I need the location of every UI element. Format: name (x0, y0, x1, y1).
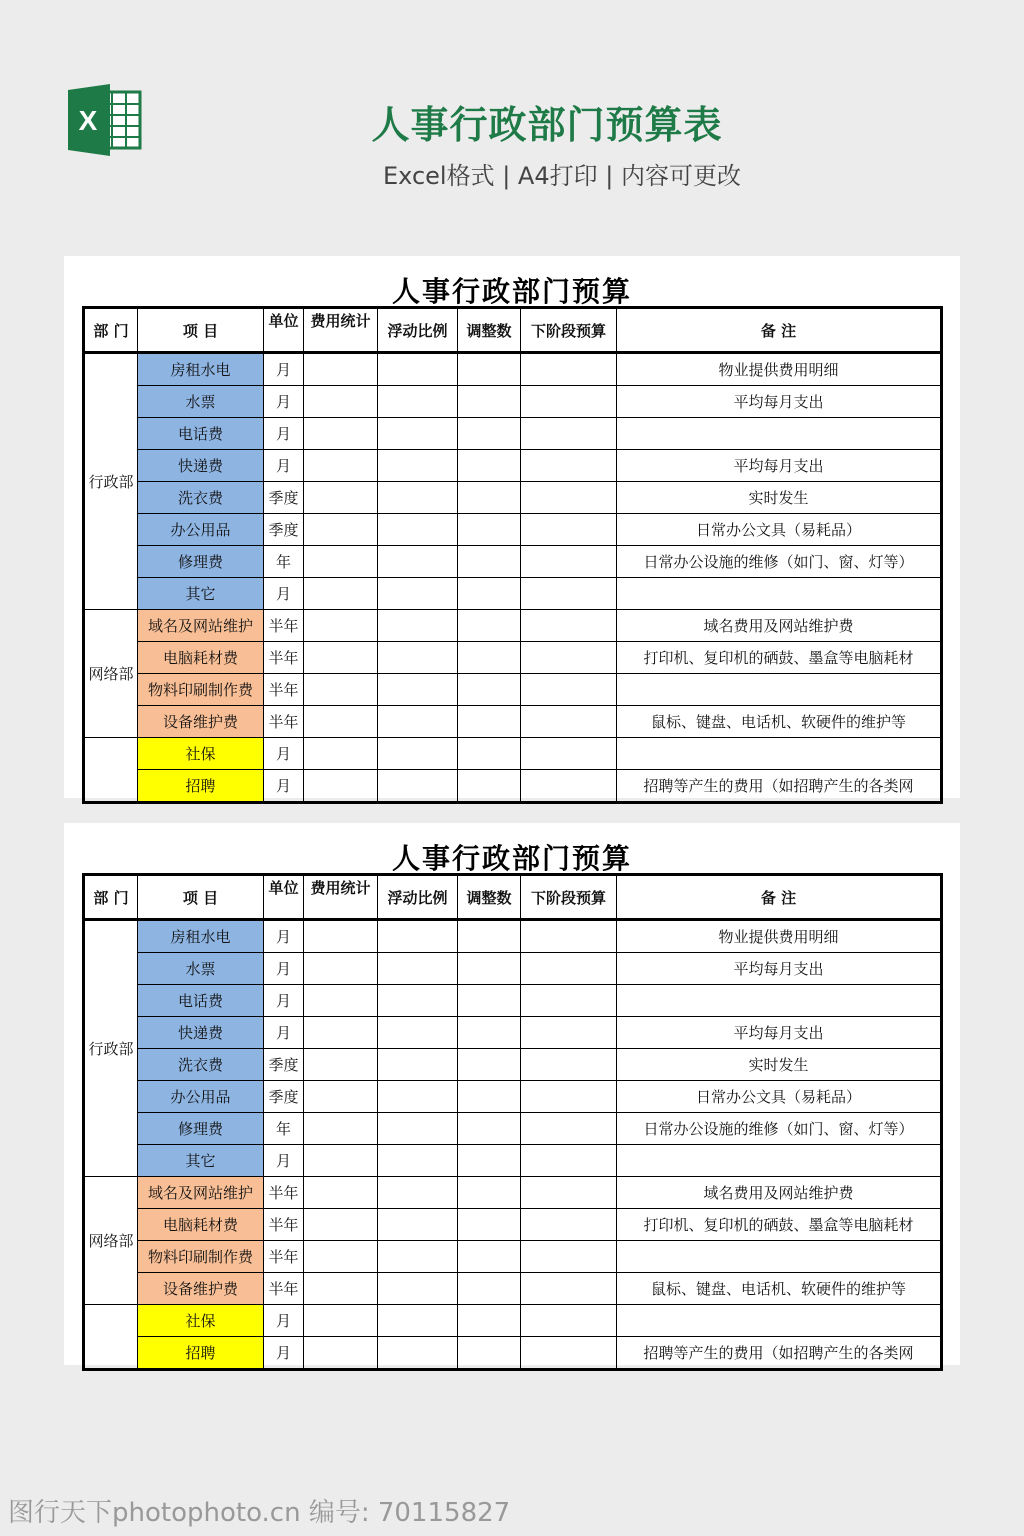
table-row (84, 1305, 942, 1337)
column-header[interactable]: 下阶段预算 (521, 308, 617, 353)
table-row (84, 418, 942, 450)
next-budget-cell[interactable] (521, 418, 617, 450)
next-budget-cell[interactable] (521, 953, 617, 985)
column-header[interactable]: 备 注 (617, 308, 942, 353)
cost-total-cell[interactable] (304, 514, 378, 546)
cost-total-cell[interactable] (304, 920, 378, 953)
sheet-title: 人事行政部门预算 (391, 842, 632, 875)
cost-total-cell[interactable] (304, 985, 378, 1017)
next-budget-cell[interactable] (521, 450, 617, 482)
adjustment-cell[interactable] (458, 353, 521, 386)
next-budget-cell[interactable] (521, 482, 617, 514)
next-budget-cell[interactable] (521, 738, 617, 770)
note-cell[interactable]: 日常办公设施的维修（如门、窗、灯等） (617, 546, 942, 578)
item-cell[interactable]: 电脑耗材费 (138, 1209, 264, 1241)
cost-total-cell[interactable] (304, 1209, 378, 1241)
note-cell[interactable] (617, 578, 942, 610)
next-budget-cell[interactable] (521, 642, 617, 674)
column-header[interactable]: 部 门 (84, 308, 138, 353)
note-cell[interactable]: 打印机、复印机的硒鼓、墨盒等电脑耗材 (617, 642, 942, 674)
adjustment-cell[interactable] (458, 1049, 521, 1081)
float-ratio-cell[interactable] (378, 985, 458, 1017)
next-budget-cell[interactable] (521, 1177, 617, 1209)
spreadsheet-preview-2 (64, 823, 960, 1365)
item-cell[interactable]: 电话费 (138, 418, 264, 450)
adjustment-cell[interactable] (458, 674, 521, 706)
next-budget-cell[interactable] (521, 706, 617, 738)
cost-total-cell[interactable] (304, 1113, 378, 1145)
item-cell[interactable]: 设备维护费 (138, 706, 264, 738)
item-cell[interactable]: 设备维护费 (138, 1273, 264, 1305)
department-cell[interactable] (84, 1305, 138, 1370)
adjustment-cell[interactable] (458, 770, 521, 803)
cost-total-cell[interactable] (304, 642, 378, 674)
unit-cell[interactable]: 月 (264, 386, 304, 418)
unit-cell[interactable]: 月 (264, 738, 304, 770)
item-cell[interactable]: 办公用品 (138, 514, 264, 546)
cost-total-cell[interactable] (304, 482, 378, 514)
budget-table-viewport (82, 873, 942, 1362)
cost-total-cell[interactable] (304, 1305, 378, 1337)
note-cell[interactable] (617, 1241, 942, 1273)
unit-cell[interactable]: 月 (264, 1017, 304, 1049)
unit-cell[interactable]: 半年 (264, 1241, 304, 1273)
table-row (84, 450, 942, 482)
float-ratio-cell[interactable] (378, 1273, 458, 1305)
adjustment-cell[interactable] (458, 1273, 521, 1305)
adjustment-cell[interactable] (458, 1305, 521, 1337)
unit-cell[interactable]: 半年 (264, 674, 304, 706)
table-header-row (84, 308, 942, 353)
note-cell[interactable] (617, 1145, 942, 1177)
adjustment-cell[interactable] (458, 610, 521, 642)
table-row (84, 1049, 942, 1081)
note-cell[interactable] (617, 418, 942, 450)
float-ratio-cell[interactable] (378, 770, 458, 803)
table-row (84, 1113, 942, 1145)
next-budget-cell[interactable] (521, 1113, 617, 1145)
note-cell[interactable] (617, 674, 942, 706)
float-ratio-cell[interactable] (378, 953, 458, 985)
department-cell[interactable]: 网络部 (84, 1177, 138, 1305)
unit-cell[interactable]: 半年 (264, 1273, 304, 1305)
unit-cell[interactable]: 年 (264, 1113, 304, 1145)
float-ratio-cell[interactable] (378, 1145, 458, 1177)
adjustment-cell[interactable] (458, 985, 521, 1017)
note-cell[interactable]: 鼠标、键盘、电话机、软硬件的维护等 (617, 1273, 942, 1305)
note-cell[interactable]: 招聘等产生的费用（如招聘产生的各类网 (617, 1337, 942, 1370)
unit-cell[interactable]: 半年 (264, 610, 304, 642)
item-cell[interactable]: 物料印刷制作费 (138, 674, 264, 706)
cost-total-cell[interactable] (304, 450, 378, 482)
table-row (84, 1273, 942, 1305)
cost-total-cell[interactable] (304, 706, 378, 738)
table-row (84, 1209, 942, 1241)
table-row (84, 1017, 942, 1049)
column-header[interactable]: 项 目 (138, 875, 264, 920)
float-ratio-cell[interactable] (378, 1017, 458, 1049)
item-cell[interactable]: 域名及网站维护 (138, 610, 264, 642)
next-budget-cell[interactable] (521, 920, 617, 953)
float-ratio-cell[interactable] (378, 1305, 458, 1337)
item-cell[interactable]: 快递费 (138, 450, 264, 482)
adjustment-cell[interactable] (458, 482, 521, 514)
spreadsheet-preview-1 (64, 256, 960, 798)
unit-cell[interactable]: 月 (264, 578, 304, 610)
table-header-row (84, 875, 942, 920)
float-ratio-cell[interactable] (378, 1049, 458, 1081)
adjustment-cell[interactable] (458, 450, 521, 482)
table-row (84, 610, 942, 642)
next-budget-cell[interactable] (521, 514, 617, 546)
unit-cell[interactable]: 月 (264, 353, 304, 386)
float-ratio-cell[interactable] (378, 1241, 458, 1273)
cost-total-cell[interactable] (304, 1081, 378, 1113)
note-cell[interactable]: 平均每月支出 (617, 450, 942, 482)
item-cell[interactable]: 社保 (138, 738, 264, 770)
unit-cell[interactable]: 年 (264, 546, 304, 578)
page-subtitle: Excel格式 | A4打印 | 内容可更改 (383, 162, 741, 190)
unit-cell[interactable]: 月 (264, 418, 304, 450)
float-ratio-cell[interactable] (378, 450, 458, 482)
float-ratio-cell[interactable] (378, 738, 458, 770)
table-row (84, 770, 942, 803)
note-cell[interactable]: 域名费用及网站维护费 (617, 1177, 942, 1209)
unit-cell[interactable]: 半年 (264, 642, 304, 674)
adjustment-cell[interactable] (458, 1145, 521, 1177)
cost-total-cell[interactable] (304, 1337, 378, 1370)
unit-cell[interactable]: 月 (264, 1337, 304, 1370)
next-budget-cell[interactable] (521, 1273, 617, 1305)
table-row (84, 353, 942, 386)
column-header[interactable]: 单位 (264, 875, 304, 920)
item-cell[interactable]: 水票 (138, 386, 264, 418)
column-header[interactable]: 调整数 (458, 308, 521, 353)
float-ratio-cell[interactable] (378, 642, 458, 674)
note-cell[interactable]: 打印机、复印机的硒鼓、墨盒等电脑耗材 (617, 1209, 942, 1241)
column-header[interactable]: 浮动比例 (378, 308, 458, 353)
float-ratio-cell[interactable] (378, 482, 458, 514)
adjustment-cell[interactable] (458, 706, 521, 738)
next-budget-cell[interactable] (521, 1209, 617, 1241)
cost-total-cell[interactable] (304, 1049, 378, 1081)
item-cell[interactable]: 电话费 (138, 985, 264, 1017)
note-cell[interactable] (617, 1305, 942, 1337)
note-cell[interactable]: 平均每月支出 (617, 953, 942, 985)
float-ratio-cell[interactable] (378, 1209, 458, 1241)
float-ratio-cell[interactable] (378, 546, 458, 578)
unit-cell[interactable]: 半年 (264, 1177, 304, 1209)
adjustment-cell[interactable] (458, 1113, 521, 1145)
excel-icon-letter: X (78, 105, 98, 136)
item-cell[interactable]: 电脑耗材费 (138, 642, 264, 674)
adjustment-cell[interactable] (458, 386, 521, 418)
adjustment-cell[interactable] (458, 1241, 521, 1273)
cost-total-cell[interactable] (304, 738, 378, 770)
item-cell[interactable]: 快递费 (138, 1017, 264, 1049)
column-header[interactable]: 调整数 (458, 875, 521, 920)
next-budget-cell[interactable] (521, 674, 617, 706)
department-cell[interactable]: 行政部 (84, 920, 138, 1177)
table-row (84, 706, 942, 738)
department-cell[interactable]: 网络部 (84, 610, 138, 738)
department-cell[interactable] (84, 738, 138, 803)
adjustment-cell[interactable] (458, 1209, 521, 1241)
table-row (84, 514, 942, 546)
adjustment-cell[interactable] (458, 1177, 521, 1209)
column-header[interactable]: 下阶段预算 (521, 875, 617, 920)
next-budget-cell[interactable] (521, 353, 617, 386)
item-cell[interactable]: 洗衣费 (138, 482, 264, 514)
item-cell[interactable]: 招聘 (138, 1337, 264, 1370)
float-ratio-cell[interactable] (378, 1337, 458, 1370)
table-row (84, 546, 942, 578)
float-ratio-cell[interactable] (378, 353, 458, 386)
item-cell[interactable]: 水票 (138, 953, 264, 985)
budget-table (82, 873, 943, 1371)
adjustment-cell[interactable] (458, 920, 521, 953)
item-cell[interactable]: 社保 (138, 1305, 264, 1337)
unit-cell[interactable]: 季度 (264, 1049, 304, 1081)
budget-table (82, 306, 943, 804)
adjustment-cell[interactable] (458, 642, 521, 674)
adjustment-cell[interactable] (458, 1337, 521, 1370)
next-budget-cell[interactable] (521, 1017, 617, 1049)
next-budget-cell[interactable] (521, 1241, 617, 1273)
next-budget-cell[interactable] (521, 1337, 617, 1370)
budget-table-viewport (82, 306, 942, 795)
note-cell[interactable]: 日常办公文具（易耗品） (617, 1081, 942, 1113)
note-cell[interactable]: 物业提供费用明细 (617, 920, 942, 953)
unit-cell[interactable]: 月 (264, 450, 304, 482)
table-row (84, 578, 942, 610)
float-ratio-cell[interactable] (378, 386, 458, 418)
unit-cell[interactable]: 季度 (264, 1081, 304, 1113)
adjustment-cell[interactable] (458, 578, 521, 610)
table-row (84, 1177, 942, 1209)
adjustment-cell[interactable] (458, 738, 521, 770)
float-ratio-cell[interactable] (378, 578, 458, 610)
float-ratio-cell[interactable] (378, 610, 458, 642)
item-cell[interactable]: 办公用品 (138, 1081, 264, 1113)
item-cell[interactable]: 修理费 (138, 546, 264, 578)
watermark: 图行天下photophoto.cn 编号: 70115827 (8, 1498, 511, 1528)
table-row (84, 920, 942, 953)
table-row (84, 1337, 942, 1370)
adjustment-cell[interactable] (458, 1081, 521, 1113)
table-row (84, 1081, 942, 1113)
cost-total-cell[interactable] (304, 386, 378, 418)
table-row (84, 738, 942, 770)
column-header[interactable]: 备 注 (617, 875, 942, 920)
note-cell[interactable] (617, 738, 942, 770)
adjustment-cell[interactable] (458, 1017, 521, 1049)
unit-cell[interactable]: 半年 (264, 706, 304, 738)
float-ratio-cell[interactable] (378, 1113, 458, 1145)
cost-total-cell[interactable] (304, 610, 378, 642)
column-header[interactable]: 浮动比例 (378, 875, 458, 920)
item-cell[interactable]: 房租水电 (138, 920, 264, 953)
sheet-title: 人事行政部门预算 (391, 275, 632, 308)
float-ratio-cell[interactable] (378, 1177, 458, 1209)
next-budget-cell[interactable] (521, 578, 617, 610)
cost-total-cell[interactable] (304, 353, 378, 386)
item-cell[interactable]: 其它 (138, 578, 264, 610)
table-row (84, 386, 942, 418)
cost-total-cell[interactable] (304, 770, 378, 803)
cost-total-cell[interactable] (304, 1177, 378, 1209)
next-budget-cell[interactable] (521, 1049, 617, 1081)
note-cell[interactable]: 鼠标、键盘、电话机、软硬件的维护等 (617, 706, 942, 738)
column-header[interactable]: 单位 (264, 308, 304, 353)
note-cell[interactable]: 招聘等产生的费用（如招聘产生的各类网 (617, 770, 942, 803)
next-budget-cell[interactable] (521, 1305, 617, 1337)
unit-cell[interactable]: 月 (264, 770, 304, 803)
item-cell[interactable]: 洗衣费 (138, 1049, 264, 1081)
note-cell[interactable]: 实时发生 (617, 482, 942, 514)
table-row (84, 985, 942, 1017)
item-cell[interactable]: 招聘 (138, 770, 264, 803)
table-row (84, 1145, 942, 1177)
float-ratio-cell[interactable] (378, 674, 458, 706)
column-header[interactable]: 项 目 (138, 308, 264, 353)
float-ratio-cell[interactable] (378, 706, 458, 738)
page-title: 人事行政部门预算表 (371, 103, 723, 147)
item-cell[interactable]: 物料印刷制作费 (138, 1241, 264, 1273)
unit-cell[interactable]: 月 (264, 985, 304, 1017)
unit-cell[interactable]: 季度 (264, 514, 304, 546)
adjustment-cell[interactable] (458, 953, 521, 985)
float-ratio-cell[interactable] (378, 1081, 458, 1113)
note-cell[interactable]: 日常办公文具（易耗品） (617, 514, 942, 546)
note-cell[interactable]: 物业提供费用明细 (617, 353, 942, 386)
table-row (84, 1241, 942, 1273)
unit-cell[interactable]: 月 (264, 920, 304, 953)
department-cell[interactable]: 行政部 (84, 353, 138, 610)
next-budget-cell[interactable] (521, 1081, 617, 1113)
table-row (84, 674, 942, 706)
adjustment-cell[interactable] (458, 546, 521, 578)
note-cell[interactable]: 平均每月支出 (617, 386, 942, 418)
table-row (84, 482, 942, 514)
unit-cell[interactable]: 月 (264, 953, 304, 985)
next-budget-cell[interactable] (521, 546, 617, 578)
table-row (84, 642, 942, 674)
item-cell[interactable]: 房租水电 (138, 353, 264, 386)
cost-total-cell[interactable] (304, 1273, 378, 1305)
next-budget-cell[interactable] (521, 985, 617, 1017)
table-row (84, 953, 942, 985)
cost-total-cell[interactable] (304, 674, 378, 706)
cost-total-cell[interactable] (304, 1145, 378, 1177)
note-cell[interactable]: 实时发生 (617, 1049, 942, 1081)
next-budget-cell[interactable] (521, 770, 617, 803)
item-cell[interactable]: 其它 (138, 1145, 264, 1177)
unit-cell[interactable]: 月 (264, 1305, 304, 1337)
unit-cell[interactable]: 月 (264, 1145, 304, 1177)
item-cell[interactable]: 域名及网站维护 (138, 1177, 264, 1209)
column-header[interactable]: 部 门 (84, 875, 138, 920)
next-budget-cell[interactable] (521, 1145, 617, 1177)
next-budget-cell[interactable] (521, 610, 617, 642)
column-header[interactable]: 费用统计 (304, 308, 378, 353)
note-cell[interactable]: 域名费用及网站维护费 (617, 610, 942, 642)
cost-total-cell[interactable] (304, 1241, 378, 1273)
cost-total-cell[interactable] (304, 578, 378, 610)
float-ratio-cell[interactable] (378, 920, 458, 953)
note-cell[interactable]: 日常办公设施的维修（如门、窗、灯等） (617, 1113, 942, 1145)
item-cell[interactable]: 修理费 (138, 1113, 264, 1145)
cost-total-cell[interactable] (304, 418, 378, 450)
cost-total-cell[interactable] (304, 546, 378, 578)
adjustment-cell[interactable] (458, 418, 521, 450)
unit-cell[interactable]: 半年 (264, 1209, 304, 1241)
note-cell[interactable]: 平均每月支出 (617, 1017, 942, 1049)
note-cell[interactable] (617, 985, 942, 1017)
float-ratio-cell[interactable] (378, 418, 458, 450)
cost-total-cell[interactable] (304, 953, 378, 985)
cost-total-cell[interactable] (304, 1017, 378, 1049)
next-budget-cell[interactable] (521, 386, 617, 418)
adjustment-cell[interactable] (458, 514, 521, 546)
column-header[interactable]: 费用统计 (304, 875, 378, 920)
float-ratio-cell[interactable] (378, 514, 458, 546)
unit-cell[interactable]: 季度 (264, 482, 304, 514)
